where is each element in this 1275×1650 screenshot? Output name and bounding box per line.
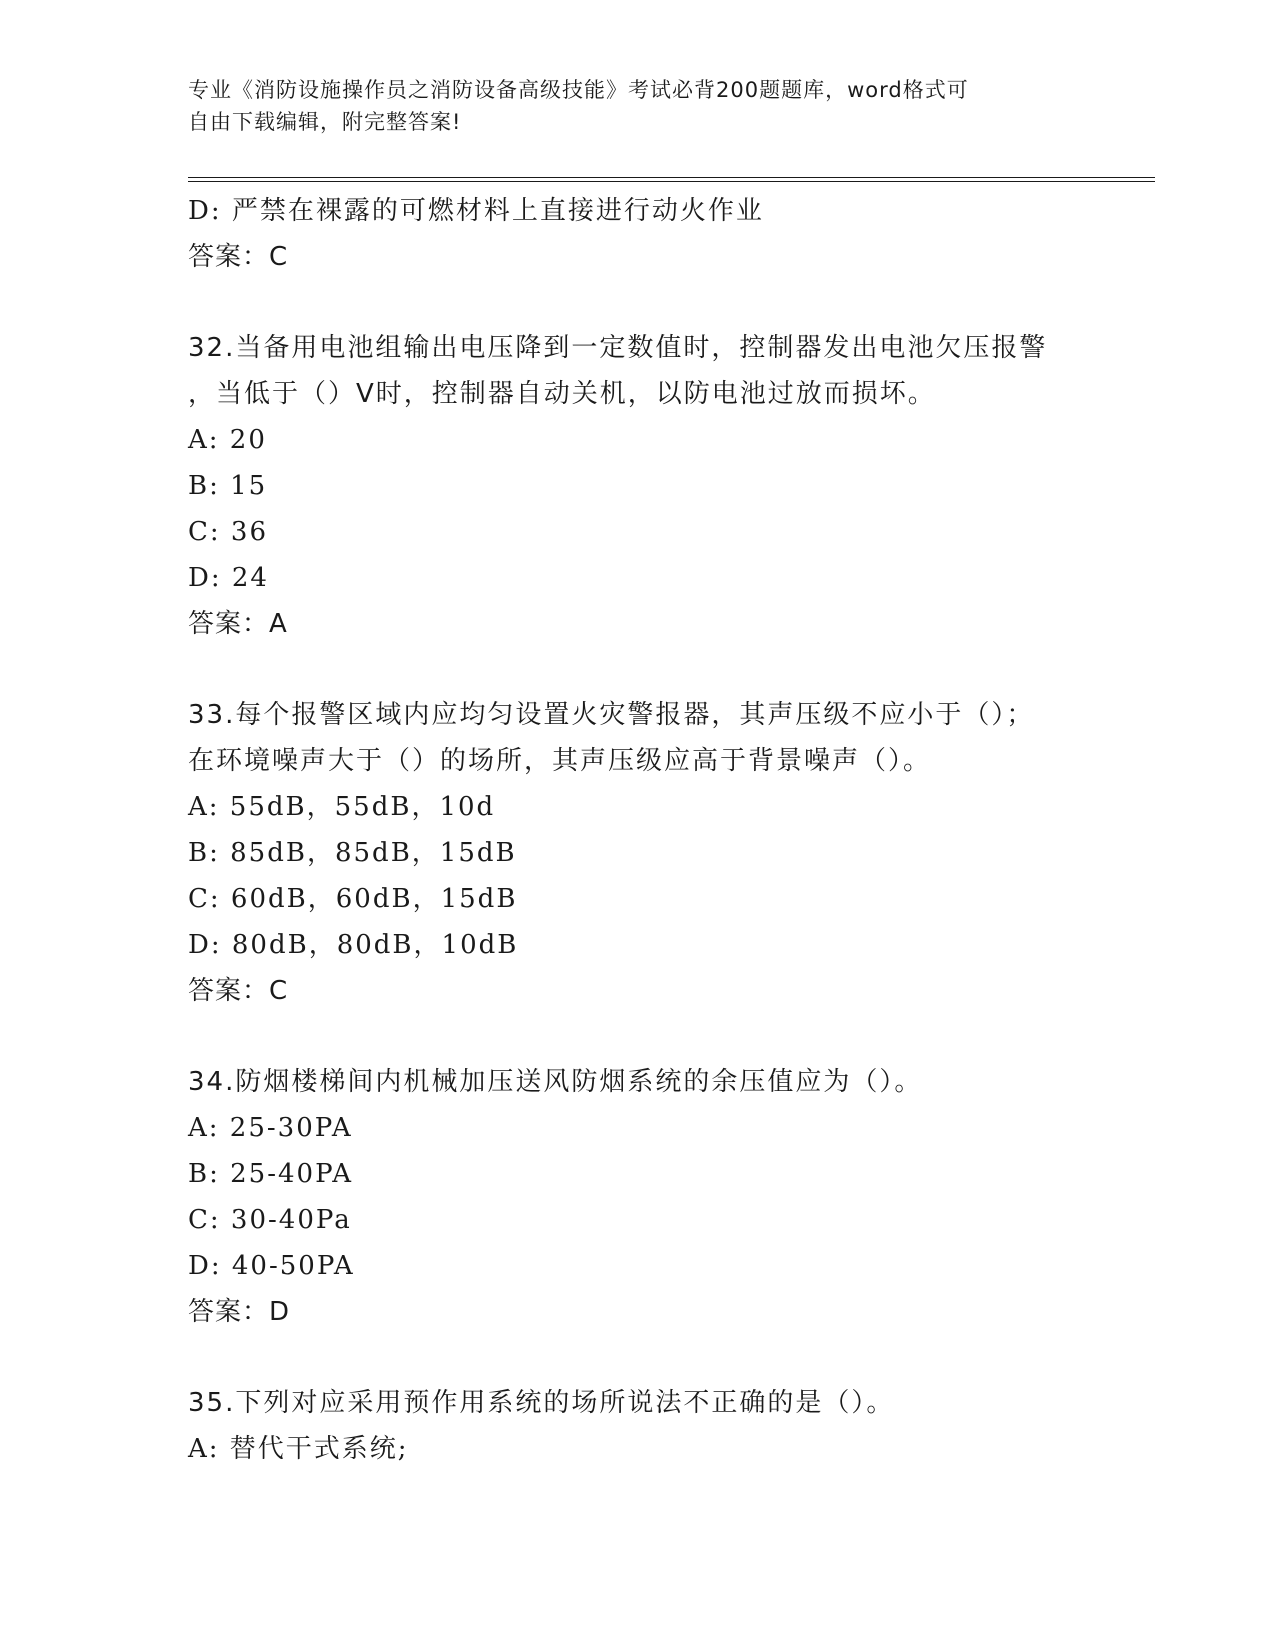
header-title-line-1: 专业《消防设施操作员之消防设备高级技能》考试必背200题题库，word格式可: [188, 78, 969, 102]
question-34: [188, 1059, 1088, 1335]
q33-option-a: A: 55dB，55dB，10d: [188, 792, 496, 822]
q33-option-d: D: 80dB，80dB，10dB: [188, 930, 519, 960]
q31-option-d: D: 严禁在裸露的可燃材料上直接进行动火作业: [188, 196, 764, 226]
q34-option-b: B: 25-40PA: [188, 1159, 353, 1189]
question-35: [188, 1380, 1088, 1472]
header-divider-top: [188, 177, 1155, 178]
q32-answer: 答案：A: [188, 609, 288, 639]
q34-option-c: C: 30-40Pa: [188, 1205, 352, 1235]
question-content: [188, 188, 1088, 1472]
q35-option-a: A: 替代干式系统;: [188, 1434, 409, 1464]
question-32: [188, 325, 1088, 647]
q35-stem-line-1: 35.下列对应采用预作用系统的场所说法不正确的是（）。: [188, 1388, 895, 1418]
q33-stem-line-2: 在环境噪声大于（）的场所，其声压级应高于背景噪声（）。: [188, 746, 932, 776]
page-header: [188, 74, 1088, 138]
question-33: [188, 692, 1088, 1014]
q32-stem-line-1: 32.当备用电池组输出电压降到一定数值时，控制器发出电池欠压报警: [188, 333, 1048, 363]
q32-option-b: B: 15: [188, 471, 268, 501]
q34-option-a: A: 25-30PA: [188, 1113, 353, 1143]
q32-option-c: C: 36: [188, 517, 269, 547]
header-title-line-2: 自由下载编辑，附完整答案!: [188, 110, 462, 134]
q33-stem-line-1: 33.每个报警区域内应均匀设置火灾警报器，其声压级不应小于（）；: [188, 700, 1035, 730]
q31-answer: 答案：C: [188, 242, 289, 272]
q34-answer: 答案：D: [188, 1297, 291, 1327]
q32-option-d: D: 24: [188, 563, 269, 593]
q32-option-a: A: 20: [188, 425, 267, 455]
q34-option-d: D: 40-50PA: [188, 1251, 355, 1281]
q33-option-b: B: 85dB，85dB，15dB: [188, 838, 517, 868]
q33-answer: 答案：C: [188, 976, 289, 1006]
q34-stem-line-1: 34.防烟楼梯间内机械加压送风防烟系统的余压值应为（）。: [188, 1067, 923, 1097]
q33-option-c: C: 60dB，60dB，15dB: [188, 884, 518, 914]
header-divider-bottom: [188, 181, 1155, 182]
q32-stem-line-2: ，当低于（）V时，控制器自动关机，以防电池过放而损坏。: [188, 379, 936, 409]
